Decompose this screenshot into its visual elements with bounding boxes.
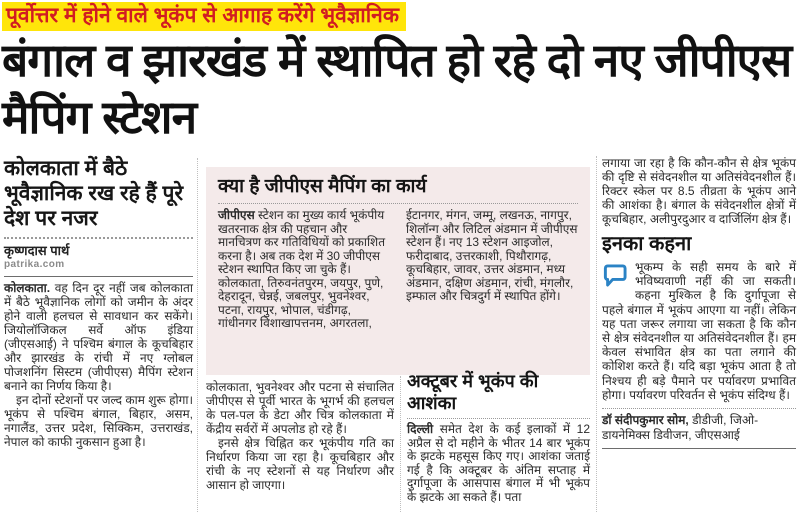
solid-rule	[602, 448, 796, 449]
left-column	[4, 156, 193, 449]
left-column-body	[4, 281, 193, 449]
middle-column	[206, 380, 394, 492]
paragraph-text: स्टेशन का मुख्य कार्य भूकंपीय खतरनाक क्षेत्र की पहचान और मानचित्रण कर गतिविधियों को प्रकाशित करना है। अब तक देश में 30 जीपीएस स्टेशन स्थापित किए जा चुके हैं। कोलकाता, तिरुवनंतपुरम, जयपुर, पुणे, देहरादून, चेन्नई, जबलपुर, भुवनेश्वर, पटना, रायपुर, भोपाल, चंडीगढ़, गांधीनगर विशाखापत्तनम, अगरतला,	[218, 208, 386, 330]
quote-section-heading: इनका कहना	[602, 233, 692, 255]
october-section-body	[407, 423, 590, 504]
byline-website: patrika.com	[4, 259, 65, 270]
info-box-columns	[218, 209, 578, 331]
dotted-rule	[407, 418, 590, 419]
sub-headline: कोलकाता में बैठे भूवैज्ञानिक रख रहे हैं पूरे देश पर नजर	[4, 157, 184, 230]
dotted-rule	[4, 237, 193, 239]
quote-attribution	[602, 413, 796, 443]
main-headline: बंगाल व झारखंड में स्थापित हो रहे दो नए जीपीएस मैपिंग स्टेशन	[2, 34, 792, 143]
right-column-paragraph: लगाया जा रहा है कि कौन-कौन से क्षेत्र भूकंप की दृष्टि से संवेदनशील या अतिसंवेदनशील हैं। रिक्टर स्केल पर 8.5 तीव्रता के भूकंप आने की आशंका है। बंगाल के संवेदनशील क्षेत्रों में कूचबिहार, अलीपुरदुआर व दार्जिलिंग क्षेत्र हैं।	[602, 156, 796, 226]
solid-rule	[4, 276, 193, 277]
paragraph-text: वह दिन दूर नहीं जब कोलकाता में बैठे भूवैज्ञानिक लोगों को जमीन के अंदर होने वाली हलचल से सावधान कर सकेंगे। जियोलॉजिकल सर्वे ऑफ इंडिया (जीएसआई) ने पश्चिम बंगाल के कूचबिहार और झारखंड के रांची में नए ग्लोबल पोजशनिंग सिस्टम (जीपीएस) मैपिंग स्टेशन बनाने का निर्णय किया है।	[4, 281, 193, 393]
column-divider	[197, 158, 198, 512]
paragraph-text: समेत देश के कई इलाकों में 12 अप्रैल से दो महीने के भीतर 14 बार भूकंप के झटके महसूस किए गए। आशंका जताई गई है कि अक्टूबर के अंतिम सप्ताह में दुर्गापूजा के आसपास बंगाल में भी भूकंप के झटके आ सकते हैं। पता	[407, 422, 590, 504]
right-column	[602, 156, 796, 453]
paragraph	[4, 281, 193, 393]
lead-word: जीपीएस	[218, 208, 255, 222]
paragraph: कोलकाता, भुवनेश्वर और पटना से संचालित जीपीएस से पूर्वी भारत के भूगर्भ की हलचल के पल-पल के डेटा और चित्र कोलकाता में केंद्रीय सर्वरों में अपलोड हो रहे हैं।	[206, 380, 394, 436]
october-section-heading: अक्टूबर में भूकंप की आशंका	[407, 371, 539, 413]
info-box-column-2: ईटानगर, मंगन, जम्मू, लखनऊ, नागपुर, शिलॉन्ग और लिटिल अंडमान में जीपीएस स्टेशन हैं। नए 13 स्टेशन आइजोल, फरीदाबाद, उत्तरकाशी, पिथौरागढ़, कूचबिहार, जावर, उत्तर अंडमान, मध्य अंडमान, दक्षिण अंडमान, रांची, मंगलौर, इम्फाल और चित्रदुर्ग में स्थापित होंगे।	[406, 208, 578, 303]
info-box-heading: क्या है जीपीएस मैपिंग का कार्य	[218, 176, 427, 197]
dateline: कोलकाता.	[4, 281, 51, 295]
byline-author: कृष्णदास पार्थ	[4, 243, 70, 258]
column-divider	[400, 376, 401, 512]
paragraph: इनसे क्षेत्र चिह्नित कर भूकंपीय गति का निर्धारण किया जा रहा है। कूचबिहार और रांची के नए स्टेशनों से यह निर्धारण और आसान हो जाएगा।	[206, 436, 394, 492]
column-divider	[596, 156, 597, 512]
dotted-rule	[602, 408, 796, 409]
dateline: दिल्ली	[407, 422, 434, 436]
dotted-rule	[218, 203, 578, 204]
info-box-column-1	[218, 209, 390, 331]
speech-bubble-icon	[602, 262, 629, 289]
info-box	[206, 167, 590, 375]
october-section	[407, 370, 590, 504]
quote-block	[602, 260, 796, 402]
attribution-name: डॉ संदीपकुमार सोम,	[602, 413, 689, 428]
kicker-headline: पूर्वोत्तर में होने वाले भूकंप से आगाह करेंगे भूवैज्ञानिक	[2, 2, 406, 31]
quote-text: भूकम्प के सही समय के बारे में भविष्यवाणी नहीं की जा सकती। कहना मुश्किल है कि दुर्गापूजा से पहले बंगाल में भूकंप आएगा या नहीं। लेकिन यह पता जरूर लगाया जा सकता है कि कौन से क्षेत्र संवेदनशील या अतिसंवेदनशील हैं। हम केवल संभावित क्षेत्र का पता लगाने की कोशिश करते हैं। यदि बड़ा भूकंप आता है तो निश्चय ही बड़े पैमाने पर पर्यावरण प्रभावित होगा। पर्यावरण परिवर्तन से भूकंप संदिग्ध हैं।	[602, 260, 796, 402]
attribution-title: डीडीजी, जिओ-डायनेमिक्स डिवीजन, जीएसआई	[602, 413, 759, 443]
paragraph: इन दोनों स्टेशनों पर जल्द काम शुरू होगा। भूकंप से पश्चिम बंगाल, बिहार, असम, नगालैंड, उत्तर प्रदेश, सिक्किम, उत्तराखंड, नेपाल को काफी नुकसान हुआ है।	[4, 393, 193, 449]
